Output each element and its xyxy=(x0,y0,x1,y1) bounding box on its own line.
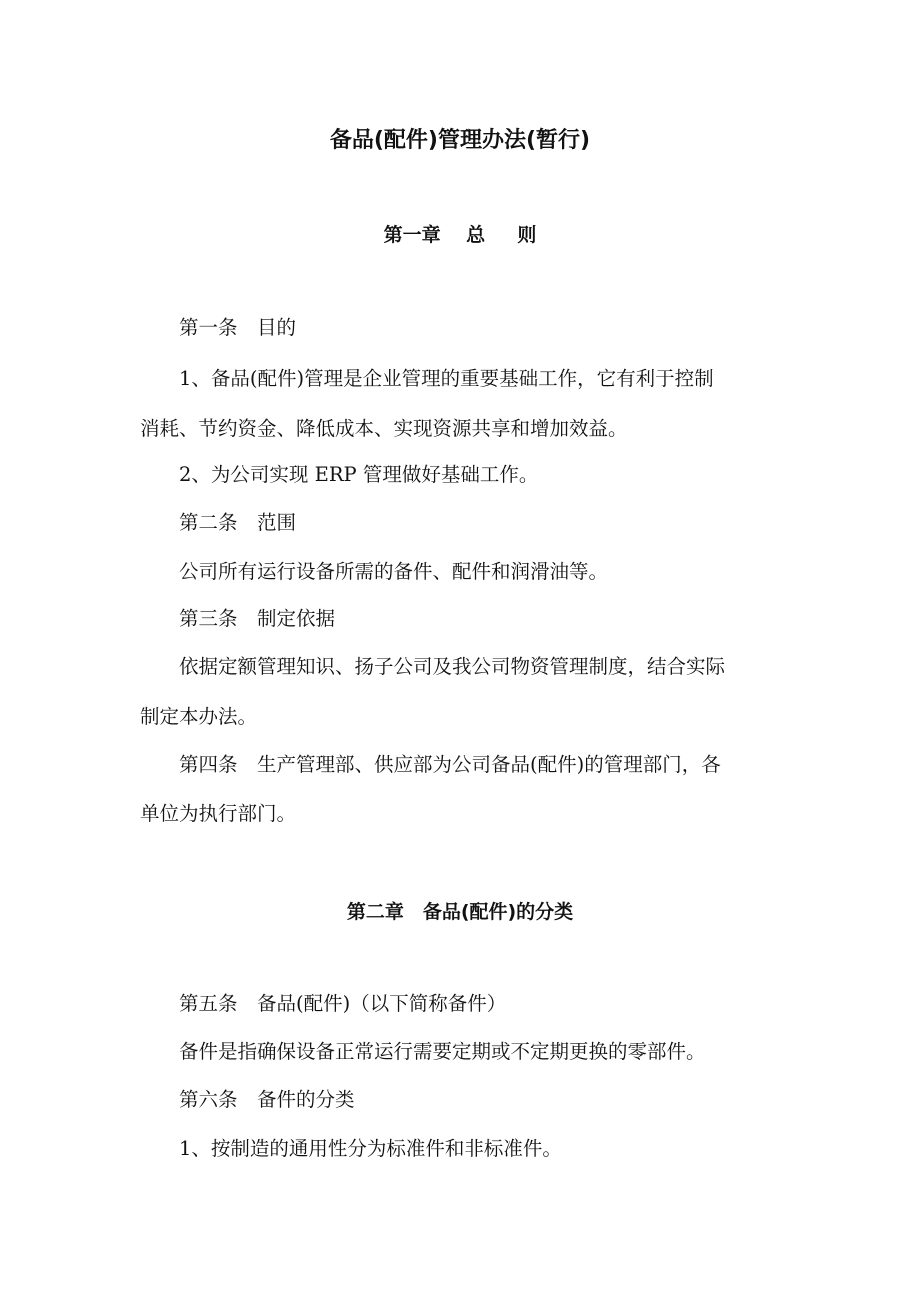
paragraph-line: 备件是指确保设备正常运行需要定期或不定期更换的零部件。 xyxy=(179,1040,706,1063)
article-1-heading: 第一条 目的 xyxy=(179,316,297,339)
article-5-heading: 第五条 备品(配件)（以下简称备件） xyxy=(179,992,507,1015)
paragraph-line: 制定本办法。 xyxy=(140,705,258,728)
article-4-line: 第四条 生产管理部、供应部为公司备品(配件)的管理部门，各 xyxy=(179,753,721,776)
paragraph-line: 单位为执行部门。 xyxy=(140,802,297,825)
article-2-heading: 第二条 范围 xyxy=(179,511,297,534)
article-3-heading: 第三条 制定依据 xyxy=(179,607,336,630)
paragraph-line: 公司所有运行设备所需的备件、配件和润滑油等。 xyxy=(179,560,609,583)
paragraph-line: 依据定额管理知识、扬子公司及我公司物资管理制度，结合实际 xyxy=(179,655,726,678)
paragraph-line: 1、按制造的通用性分为标准件和非标准件。 xyxy=(179,1137,562,1160)
paragraph-line: 2、为公司实现 ERP 管理做好基础工作。 xyxy=(179,463,539,486)
chapter-2-heading: 第二章 备品(配件)的分类 xyxy=(346,901,574,923)
document-title: 备品(配件)管理办法(暂行) xyxy=(329,128,591,153)
chapter-1-heading: 第一章 总 则 xyxy=(383,224,537,246)
article-6-heading: 第六条 备件的分类 xyxy=(179,1088,355,1111)
paragraph-line: 消耗、节约资金、降低成本、实现资源共享和增加效益。 xyxy=(140,417,628,440)
paragraph-line: 1、备品(配件)管理是企业管理的重要基础工作，它有利于控制 xyxy=(179,367,714,390)
